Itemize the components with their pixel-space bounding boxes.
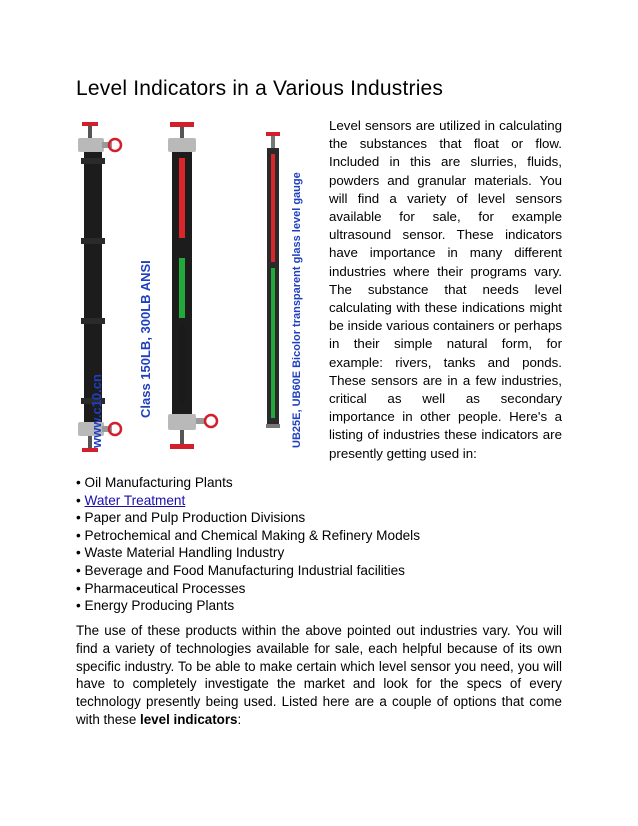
- class-label-text: Class 150LB, 300LB ANSI: [138, 260, 153, 418]
- gauge-right: [266, 132, 280, 428]
- water-treatment-link[interactable]: Water Treatment: [84, 492, 186, 508]
- list-item: • Beverage and Food Manufacturing Industrial facilities: [76, 562, 405, 578]
- list-item: • Petrochemical and Chemical Making & Refinery Models: [76, 527, 421, 543]
- list-item: • Oil Manufacturing Plants: [76, 475, 233, 490]
- level-gauge-figure: [70, 118, 322, 458]
- model-label-text: UB25E, UB60E Bicolor transparent glass level gauge: [291, 172, 303, 448]
- page-title: Level Indicators in a Various Industries: [76, 77, 444, 100]
- list-item: • Waste Material Handling Industry: [76, 545, 285, 561]
- list-item: • Paper and Pulp Production Divisions: [76, 510, 306, 526]
- closing-paragraph: The use of these products within the above pointed out industries vary. You will find a variety of technologies available for sale, each helpful because of its own specific industry. To be able to make certain which level sensor you need, you will have to completely investigate the market and look for the specs of every technology presently being used. Listed here are a couple of options that come with these level indicators:: [76, 623, 562, 727]
- list-item: • Water Treatment: [76, 492, 186, 508]
- intro-paragraph: Level sensors are utilized in calculating the substances that float or flow. Included in this are slurries, fluids, powders and granular materials. You will find a variety of level sensors available for sale, for example ultrasound sensor. These indicators have importance in many different industries where their programs vary. The substance that needs level calculating with these indications might be inside various containers or perhaps in their simple natural form, for example: rivers, tanks and ponds. These sensors are in a few industries, critical as well as secondary importance in other people. Here's a listing of industries these indicators are presently getting used in:: [329, 118, 562, 461]
- gauge-middle: [168, 122, 217, 449]
- list-item: • Energy Producing Plants: [76, 598, 235, 614]
- watermark-text: www.c10.cn: [89, 374, 104, 448]
- industry-list: [76, 474, 420, 615]
- level-indicators-bold: level indicators: [140, 711, 238, 727]
- list-item: • Pharmaceutical Processes: [76, 580, 246, 596]
